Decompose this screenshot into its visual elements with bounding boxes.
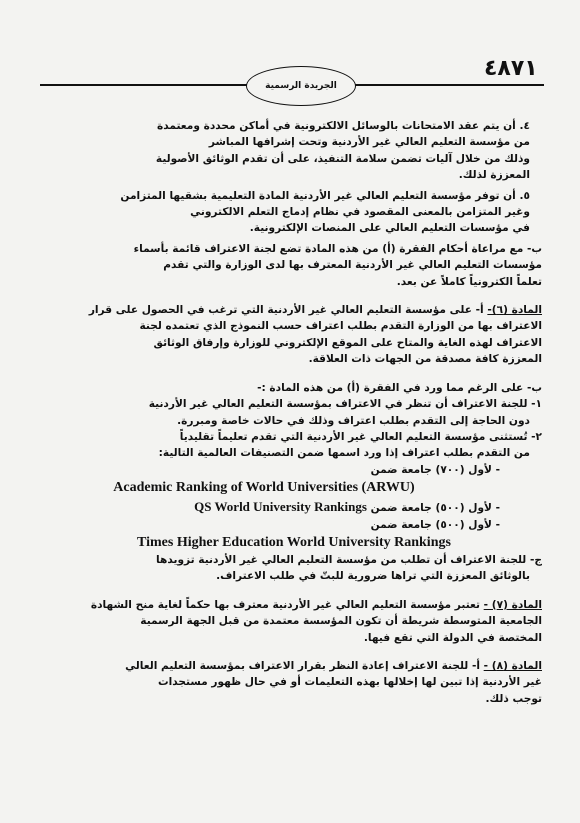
text-line: مؤسسات التعليم العالي غير الأردنية المعترف بها لدى الوزارة والتي تقدم (163, 259, 542, 272)
text-line: بالوثائق المعززة التي تراها ضرورية للبتّ في طلب الاعتراف. (216, 570, 530, 583)
text-line: دون الحاجة إلى التقدم بطلب اعتراف وذلك في حالات خاصة ومبررة. (177, 414, 530, 427)
ranking-name-qs: QS World University Rankings (194, 499, 367, 515)
text-span: - لأول (٥٠٠) جامعة ضمن (370, 502, 500, 515)
item-5 (46, 188, 542, 237)
text-line: من التقدم بطلب اعتراف إذا ورد اسمها ضمن التصنيفات العالمية التالية: (158, 447, 530, 460)
ranking-item-2 (46, 497, 542, 516)
text-line: الجامعية المتوسطة شريطة أن تكون المؤسسة معتمدة من قبل الجهة الرسمية (140, 615, 542, 628)
page-number: ٤٨٧١ (484, 56, 538, 81)
article-7-label: المادة (٧) - (483, 598, 542, 611)
text-line: ٢- تُستثنى مؤسسة التعليم العالي غير الأردنية التي تقدم تعليماً تقليدياً (179, 430, 542, 443)
text-line: المختصة في الدولة التي تقع فيها. (363, 631, 542, 644)
ranking-name-the: Times Higher Education World University Rankings (137, 534, 451, 550)
ranking-item-1: - لأول (٧٠٠) جامعة ضمن (370, 463, 500, 476)
text-line: الاعتراف بها من الوزارة التقدم بطلب اعتراف حسب النموذج الذي تعتمده لجنة (139, 320, 542, 333)
text-line: غير الأردنية إذا تبين لها إخلالها بهذه التعليمات أو في حال ظهور مستجدات (158, 676, 542, 689)
article-6-label: المادة (٦)- (487, 304, 542, 317)
text-line: ب- مع مراعاة أحكام الفقرة (أ) من هذه المادة تضع لجنة الاعتراف قائمة بأسماء (133, 242, 542, 255)
text-line: توجب ذلك. (485, 692, 542, 705)
text-line: الاعتراف لهذه الغاية والمتاح على الموقع الإلكتروني للوزارة وإرفاق الوثائق (153, 336, 542, 349)
text-line: من مؤسسة التعليم العالي غير الأردنية وتحت إشرافها المباشر (208, 136, 530, 149)
text-line: ب- على الرغم مما ورد في الفقرة (أ) من هذه المادة :- (257, 381, 542, 394)
text-line: ج- للجنة الاعتراف أن تطلب من مؤسسة التعليم العالي غير الأردنية تزويدها (156, 553, 542, 566)
text-line: وغير المتزامن بالمعنى المقصود في نظام إدماج التعلم الالكتروني (190, 206, 530, 219)
text-span: تعتبر مؤسسة التعليم العالي غير الأردنية معترف بها حكماً لغاية منح الشهادة (90, 598, 484, 611)
article-7 (46, 597, 542, 646)
text-line: ٤. أن يتم عقد الامتحانات بالوسائل الالكترونية في أماكن محددة ومعتمدة (157, 120, 530, 132)
text-line: تعلماً الكترونياً كاملاً عن بعد. (396, 275, 542, 288)
clause-b (46, 241, 542, 290)
text-line: المعززة كافة مصدقة من الجهات ذات العلاقة. (308, 353, 542, 366)
article-8-label: المادة (٨) - (483, 659, 542, 672)
text-span: أ- للجنة الاعتراف إعادة النظر بقرار الاعتراف بمؤسسة التعليم العالي (125, 659, 484, 672)
page-header (0, 52, 580, 112)
article-8 (46, 658, 542, 707)
item-4 (46, 118, 542, 184)
gazette-title-oval (246, 66, 356, 106)
text-line: في مؤسسات التعليم العالي على المنصات الإلكترونية. (249, 222, 530, 235)
text-line: المعززة لذلك. (458, 169, 530, 182)
document-body (46, 118, 542, 711)
text-line: ٥. أن توفر مؤسسة التعليم العالي غير الأردنية المادة التعليمية بشقيها المتزامن (120, 189, 530, 202)
header-rule-right (352, 84, 544, 86)
header-rule-left (40, 84, 248, 86)
text-line (46, 597, 542, 613)
ranking-name-arwu: Academic Ranking of World Universities (ARWU) (113, 480, 415, 496)
text-line: وذلك من خلال آليات تضمن سلامة التنفيذ، على أن تقدم الوثائق الأصولية (155, 152, 530, 165)
article-6 (46, 302, 542, 368)
text-line (46, 302, 542, 318)
text-line: ١- للجنة الاعتراف أن تنظر في الاعتراف بمؤسسة التعليم العالي غير الأردنية (148, 398, 542, 411)
text-line (46, 658, 542, 674)
gazette-title: الجريدة الرسمية (265, 81, 337, 91)
article-6-clause-b (46, 380, 542, 585)
ranking-item-3: - لأول (٥٠٠) جامعة ضمن (370, 518, 500, 531)
text-span: أ- على مؤسسة التعليم العالي غير الأردنية التي ترغب في الحصول على قرار (88, 304, 488, 317)
